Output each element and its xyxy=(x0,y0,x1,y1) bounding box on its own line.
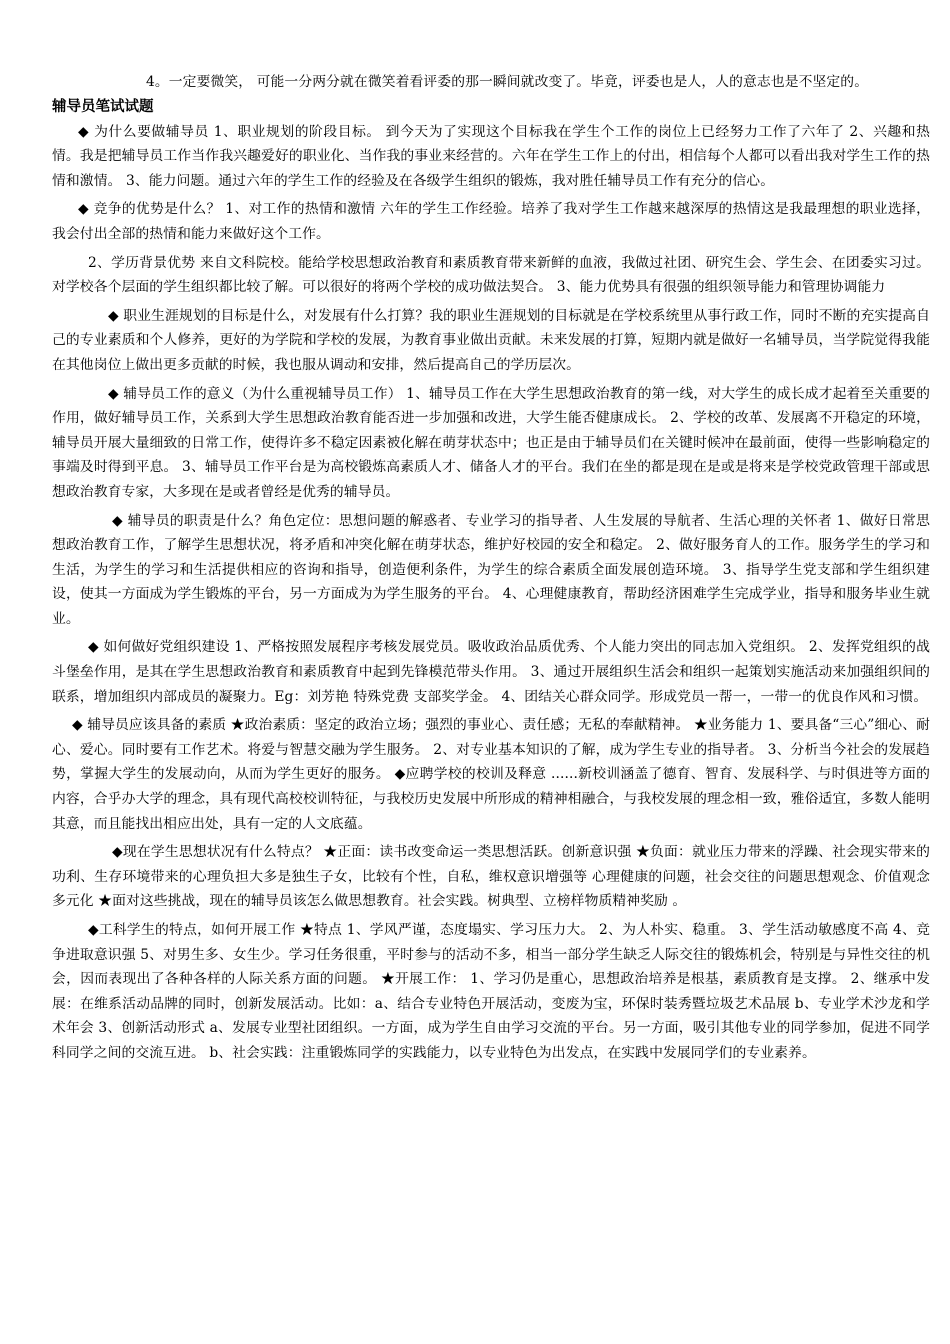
paragraph-qualities: ◆ 辅导员应该具备的素质 ★政治素质：坚定的政治立场；强烈的事业心、责任感；无私的奉献精神。 ★业务能力 1、要具备“三心”细心、耐心、爱心。同时要有工作艺术。将爱与智慧交融为学生服务。 2、对专业基本知识的了解，成为学生专业的指导者。 3、分析当今社会的发展趋势，掌握大学生的发展动向，从而为学生更好的服务。 ◆应聘学校的校训及释意 ......新校训涵盖了德育、智育、发展科学、与时俱进等方面的内容，合乎办大学的理念，具有现代高校校训特征，与我校历史发展中所形成的精神相融合，与我校发展的理念相一致，雅俗适宜，多数人能明其意，而且能找出相应出处，具有一定的人文底蕴。 xyxy=(52,717,930,832)
section-heading: 辅导员笔试试题 xyxy=(52,98,154,115)
paragraph-responsibilities: ◆ 辅导员的职责是什么？角色定位：思想问题的解惑者、专业学习的指导者、人生发展的导航者、生活心理的关怀者 1、做好日常思想政治教育工作，了解学生思想状况，将矛盾和冲突化解在萌芽状态，维护好校园的安全和稳定。 2、做好服务育人的工作。服务学生的学习和生活，为学生的学习和生活提供相应的咨询和指导，创造便利条件，为学生的综合素质全面发展创造环境。 3、指导学生党支部和学生组织建设，使其一方面成为学生锻炼的平台，另一方面成为为学生服务的平台。 4、心理健康教育，帮助经济困难学生完成学业，指导和服务毕业生就业。 xyxy=(52,512,930,627)
paragraph-party-building: ◆ 如何做好党组织建设 1、严格按照发展程序考核发展党员。吸收政治品质优秀、个人能力突出的同志加入党组织。 2、发挥党组织的战斗堡垒作用，是其在学生思想政治教育和素质教育中起到先锋模范带头作用。 3、通过开展组织生活会和组织一起策划实施活动来加强组织间的联系，增加组织内部成员的凝聚力。Eg：刘芳艳 特殊党费 支部奖学金。 4、团结关心群众同学。形成党员一帮一，一带一的优良作风和习惯。 xyxy=(52,639,930,705)
paragraph-career-planning: ◆ 职业生涯规划的目标是什么，对发展有什么打算？我的职业生涯规划的目标就是在学校系统里从事行政工作，同时不断的充实提高自己的专业素质和个人修养，更好的为学院和学校的发展，为教育事业做出贡献。未来发展的打算，短期内就是做好一名辅导员，当学院觉得我能在其他岗位上做出更多贡献的时候，我也服从调动和安排，然后提高自己的学历层次。 xyxy=(52,307,930,373)
paragraph-smile-tip: 4。一定要微笑， 可能一分两分就在微笑着看评委的那一瞬间就改变了。毕竟，评委也是人，人的意志也是不坚定的。 xyxy=(146,74,869,90)
paragraph-competitive-advantage: ◆ 竞争的优势是什么？ 1、对工作的热情和激情 六年的学生工作经验。培养了我对学生工作越来越深厚的热情这是我最理想的职业选择，我会付出全部的热情和能力来做好这个工作。 xyxy=(52,201,930,242)
paragraph-engineering-students: ◆工科学生的特点，如何开展工作 ★特点 1、学风严谨，态度塌实、学习压力大。 2、为人朴实、稳重。 3、学生活动敏感度不高 4、竞争进取意识强 5、对男生多、女生少。学习任务很重，平时参与的活动不多，相当一部分学生缺乏人际交往的锻炼机会，特别是与异性交往的机会，因而表现出了各种各样的人际关系方面的问题。 ★开展工作： 1、学习仍是重心，思想政治培养是根基，素质教育是支撑。 2、继承中发展：在维系活动品牌的同时，创新发展活动。比如：a、结合专业特色开展活动，变废为宝，环保时装秀暨垃圾艺术品展 b、专业学术沙龙和学术年会 3、创新活动形式 a、发展专业型社团组织。一方面，成为学生自由学习交流的平台。另一方面，吸引其他专业的同学参加，促进不同学科同学之间的交流互进。 b、社会实践：注重锻炼同学的实践能力，以专业特色为出发点，在实践中发展同学们的专业素养。 xyxy=(52,922,930,1061)
paragraph-education-background: 2、学历背景优势 来自文科院校。能给学校思想政治教育和素质教育带来新鲜的血液，我做过社团、研究生会、学生会、在团委实习过。对学校各个层面的学生组织都比较了解。可以很好的将两个学校的成功做法契合。 3、能力优势具有很强的组织领导能力和管理协调能力 xyxy=(52,254,930,296)
paragraph-why-counselor: ◆ 为什么要做辅导员 1、职业规划的阶段目标。 到今天为了实现这个目标我在学生个工作的岗位上已经努力工作了六年了 2、兴趣和热情。我是把辅导员工作当作我兴趣爱好的职业化、当作我的事业来经营的。六年在学生工作上的付出，相信每个人都可以看出我对学生工作的热情和激情。 3、能力问题。通过六年的学生工作的经验及在各级学生组织的锻炼，我对胜任辅导员工作有充分的信心。 xyxy=(52,123,930,189)
paragraph-work-significance: ◆ 辅导员工作的意义（为什么重视辅导员工作） 1、辅导员工作在大学生思想政治教育的第一线，对大学生的成长成才起着至关重要的作用，做好辅导员工作，关系到大学生思想政治教育能否进一步加强和改进，大学生能否健康成长。 2、学校的改革、发展离不开稳定的环境，辅导员开展大量细致的日常工作，使得许多不稳定因素被化解在萌芽状态中；也正是由于辅导员们在关键时候冲在最前面，使得一些影响稳定的事端及时得到平息。 3、辅导员工作平台是为高校锻炼高素质人才、储备人才的平台。我们在坐的都是现在是或是将来是学校党政管理干部或思想政治教育专家，大多现在是或者曾经是优秀的辅导员。 xyxy=(52,385,930,500)
paragraph-student-thoughts: ◆现在学生思想状况有什么特点？ ★正面：读书改变命运一类思想活跃。创新意识强 ★负面：就业压力带来的浮躁、社会现实带来的功利、生存环境带来的心理负担大多是独生子女，比较有个性，自私，维权意识增强等 心理健康的问题，社会交往的问题思想观念、价值观念多元化 ★面对这些挑战，现在的辅导员该怎么做思想教育。社会实践。树典型、立榜样物质精神奖励 。 xyxy=(52,844,930,910)
